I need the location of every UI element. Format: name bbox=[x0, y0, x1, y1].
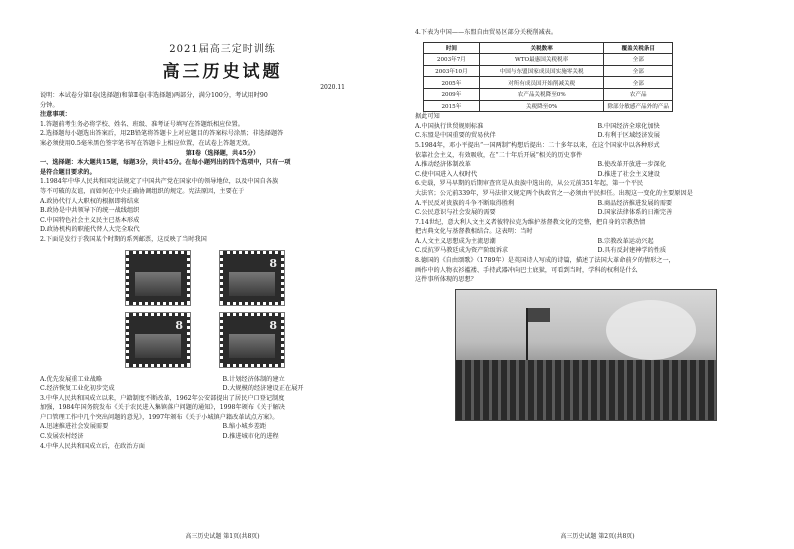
q4-lead: 据此可知 bbox=[415, 113, 440, 121]
q6-option-c: C.公民意识与社会发展的需要 bbox=[415, 209, 496, 217]
note-line-2: 2.选择题每小题选出答案后，用2B铅笔将答题卡上对应题目的答案标号涂黑；非选择题答 bbox=[40, 130, 284, 138]
q3-stem-3: 户口管理工作中几个突出问题的意见》，1997年颁布《关于小城镇户籍改革试点方案》。 bbox=[40, 413, 279, 421]
table-cell: 2003年7月 bbox=[424, 54, 480, 66]
q4-intro: 4.下表为中国——东盟自由贸易区部分关税削减表。 bbox=[415, 29, 558, 36]
q4-option-d: D.有利于区域经济发展 bbox=[597, 132, 660, 140]
q3-options-row-1 bbox=[40, 422, 405, 432]
table-cell: 2015年 bbox=[424, 100, 480, 112]
note-line-1: 1.答题前考生务必将学校、姓名、班级、准考证号填写在答题纸相应位置。 bbox=[40, 120, 244, 128]
table-cell: WTO最惠国关税税率 bbox=[479, 54, 604, 66]
table-cell: 除部分敏感产品外的产品 bbox=[604, 100, 673, 112]
stamp-3 bbox=[126, 313, 190, 367]
q5-option-b: B.使改革开放进一步深化 bbox=[597, 161, 666, 169]
table-row bbox=[424, 88, 673, 100]
stamp-3-value: 8 bbox=[175, 318, 183, 332]
section1-heading: 一、选择题：本大题共15题，每题3分，共计45分。在每小题列出的四个选项中，只有一项 bbox=[40, 159, 291, 167]
q6-option-d: D.国家法律体系的日渐完善 bbox=[597, 209, 673, 217]
page-left bbox=[40, 28, 405, 540]
q8-stem-3: 这件事所体现的思想？ bbox=[415, 276, 477, 284]
page-right bbox=[415, 28, 780, 540]
q7-option-c: C.反抗罗马教廷成为资产阶级诉求 bbox=[415, 247, 509, 255]
q2-options-row-2 bbox=[40, 384, 405, 394]
q3-option-d: D.推进城市化的进程 bbox=[222, 433, 279, 441]
q4-options-row-1 bbox=[415, 122, 780, 132]
table-cell: 全部 bbox=[604, 77, 673, 89]
q3-option-a: A.迅速推进社会发展需要 bbox=[40, 423, 109, 431]
q2-option-d: D.大规模的经济建设正在展开 bbox=[222, 385, 304, 393]
stamp-2-value: 8 bbox=[269, 256, 277, 270]
q4-option-b: B.中国经济全球化加快 bbox=[597, 122, 660, 130]
exam-date: 2020.11 bbox=[320, 84, 345, 91]
q7-options-row-2 bbox=[415, 246, 780, 256]
table-cell: 2009年 bbox=[424, 88, 480, 100]
q1-option-d: D.政协机构的职能代替人大完全取代 bbox=[40, 226, 140, 234]
q5-option-d: D.推进了社会主义建设 bbox=[597, 170, 660, 178]
stamp-set-image bbox=[40, 249, 405, 373]
q2-option-a: A.优先发展重工业战略 bbox=[40, 375, 103, 383]
table-header-coverage: 覆盖关税条目 bbox=[604, 42, 673, 54]
tariff-table bbox=[423, 42, 673, 113]
q2-stem: 2.下面是发行于我国某个时期的系列邮票，这反映了当时我国 bbox=[40, 235, 207, 243]
q8-stem-1: 8.德国的《自由颂歌》（1789年）是英国诗人写成的诗篇，描述了法国大革命前夕的情形之一， bbox=[415, 257, 675, 265]
q4-option-a: A.中国执行世贸规则标准 bbox=[415, 122, 484, 130]
q1-stem-2: 等不可破的友谊，而如何在中央正确协调组织的规定。宪法原因，主要在于 bbox=[40, 187, 245, 195]
q7-option-a: A.人文主义思想成为主流思潮 bbox=[415, 237, 496, 245]
table-row bbox=[424, 65, 673, 77]
q4-options-row-2 bbox=[415, 131, 780, 141]
q6-options-row-1 bbox=[415, 199, 780, 209]
q8-stem-2: 画作中的人物衣衫褴褛、手持武器冲向巴士底狱，可看到当时，学科的权利是什么 bbox=[415, 266, 638, 274]
q5-stem-2: 依靠社会主义，有效吸收，在“二十年后开展”相关的历史事件 bbox=[415, 151, 583, 159]
table-header-time: 时间 bbox=[424, 42, 480, 54]
q1-option-a: A.政协代行人大职权的根据即将结束 bbox=[40, 197, 140, 205]
note-line-3: 案必须使用0.5毫米黑色签字笔书写在答题卡上相应位置，在试卷上答题无效。 bbox=[40, 139, 255, 147]
q6-options-row-2 bbox=[415, 208, 780, 218]
section1-heading-cont: 是符合题目要求的。 bbox=[40, 168, 96, 176]
table-cell: 农产品关税降至0% bbox=[479, 88, 604, 100]
q1-option-c: C.中国特色社会主义民主已基本形成 bbox=[40, 216, 140, 224]
q7-stem-1: 7.14世纪，意大利人文主义者彼特拉克为维护基督教文化的完整，把自身的宗教热情 bbox=[415, 218, 646, 226]
q6-option-a: A.平民反对贵族的斗争不断取得胜利 bbox=[415, 199, 515, 207]
table-header-row bbox=[424, 42, 673, 54]
q1-option-b: B.政协是中共领导下的统一战线组织 bbox=[40, 207, 140, 215]
q5-option-a: A.推动经济体制改革 bbox=[415, 161, 471, 169]
q5-options-row-2 bbox=[415, 170, 780, 180]
q7-option-b: B.宗教改革运动兴起 bbox=[597, 237, 654, 245]
stamp-4 bbox=[220, 313, 284, 367]
stamp-2 bbox=[220, 251, 284, 305]
table-header-rate: 关税数率 bbox=[479, 42, 604, 54]
q4-stem-fragment: 4.中华人民共和国成立后，在政治方面 bbox=[40, 442, 145, 450]
q3-option-c: C.发展农村经济 bbox=[40, 433, 84, 441]
revolution-engraving-image bbox=[455, 289, 717, 421]
q6-stem-1: 6.史载，罗马早期的后期审查官是从贵族中选出的，从公元前351年起，第一个平民 bbox=[415, 180, 644, 188]
intro-line-2: 分钟。 bbox=[40, 101, 59, 109]
q2-option-c: C.经济恢复工业化初步完成 bbox=[40, 385, 115, 393]
table-cell: 农产品 bbox=[604, 88, 673, 100]
table-cell: 全部 bbox=[604, 54, 673, 66]
q5-stem-1: 5.1984年，邓小平提出“一国两制”构想后提出：二十多年以来，在这个国家中以各种形式 bbox=[415, 141, 660, 149]
q4-option-c: C.东盟是中国重要的贸易伙伴 bbox=[415, 132, 496, 140]
table-cell: 对所有成员国开始削减关税 bbox=[479, 77, 604, 89]
q3-stem-1: 3.中华人民共和国成立以来，户籍制度不断改革，1962年公安部提出了居民户口登记制度 bbox=[40, 394, 285, 402]
page-footer-left: 高三历史试题 第1页(共8页) bbox=[185, 533, 260, 540]
table-row bbox=[424, 100, 673, 112]
q6-stem-2: 大法官；公元前339年，罗马法律又规定两个执政官之一必须由平民担任。出现这一变化的主要原因是 bbox=[415, 189, 693, 197]
stamp-1 bbox=[126, 251, 190, 305]
stamp-4-value: 8 bbox=[269, 318, 277, 332]
table-cell: 关税降至0% bbox=[479, 100, 604, 112]
notes-heading: 注意事项： bbox=[40, 111, 71, 119]
q6-option-b: B.商品经济推进发展的需要 bbox=[597, 199, 673, 207]
page-footer-right: 高三历史试题 第2页(共8页) bbox=[560, 533, 635, 540]
q3-stem-2: 加强，1984年国务院发布《关于农民进入集镇落户问题的通知》，1998年颁布《关于解决 bbox=[40, 404, 285, 412]
q7-stem-2: 把古典文化与基督教相结合。这表明：当时 bbox=[415, 228, 533, 236]
exam-title: 2021届高三定时训练 bbox=[169, 44, 276, 55]
table-row bbox=[424, 77, 673, 89]
q5-options-row-1 bbox=[415, 160, 780, 170]
table-cell: 中国与东盟国家成员国实施零关税 bbox=[479, 65, 604, 77]
q3-options-row-2 bbox=[40, 432, 405, 442]
q1-stem-1: 1.1984年中华人民共和国宪法规定了中国共产党在国家中的领导地位，以及中国自各族 bbox=[40, 178, 279, 186]
q2-option-b: B.计划经济体制的建立 bbox=[222, 375, 285, 383]
part1-title: 第Ⅰ卷（选择题，共45分） bbox=[185, 149, 260, 157]
table-cell: 2005年 bbox=[424, 77, 480, 89]
table-cell: 全部 bbox=[604, 65, 673, 77]
q7-option-d: D.具有反封建神学的性质 bbox=[597, 247, 667, 255]
table-cell: 2003年10月 bbox=[424, 65, 480, 77]
table-row bbox=[424, 54, 673, 66]
q3-option-b: B.缩小城乡差距 bbox=[222, 423, 267, 431]
subject-title: 高三历史试题 bbox=[162, 62, 283, 82]
q2-options-row-1 bbox=[40, 375, 405, 385]
q7-options-row-1 bbox=[415, 237, 780, 247]
intro-line-1: 说明：本试卷分第Ⅰ卷(选择题)和第Ⅱ卷(非选择题)两部分，满分100分，考试用时90 bbox=[40, 92, 268, 99]
q5-option-c: C.使中国进入人权时代 bbox=[415, 170, 478, 178]
